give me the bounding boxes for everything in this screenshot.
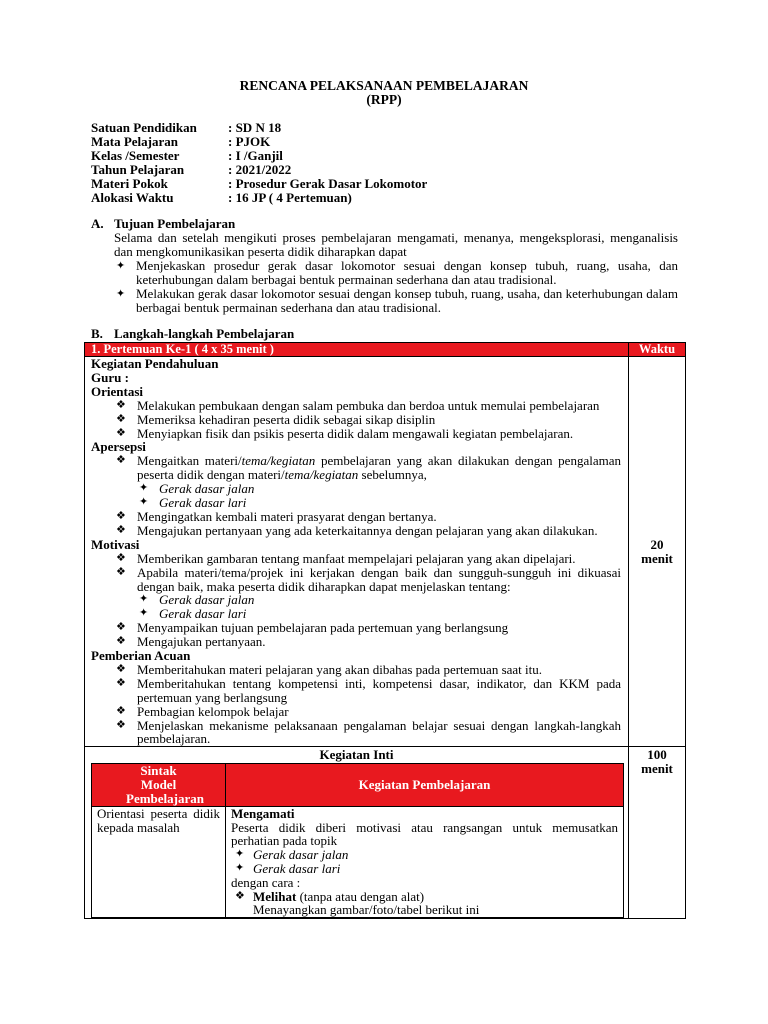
list-item xyxy=(91,621,622,635)
identity-label: Tahun Pelajaran xyxy=(91,162,185,177)
kegiatan-header: Kegiatan Pembelajaran xyxy=(226,764,624,806)
list-item xyxy=(231,890,618,904)
guru-label: Guru : xyxy=(91,369,129,385)
list-item-text: Menyiapkan fisik dan psikis peserta didik dalam mengawali kegiatan pembelajaran. xyxy=(137,425,574,441)
tujuan-item-text: Menjekaskan prosedur gerak dasar lokomotor sesuai dengan konsep tubuh, ruang, usaha, dan keterhubungan dalam berbagai bentuk permainan sederhana dan atau tradisional. xyxy=(136,258,678,287)
waktu-unit: menit xyxy=(641,761,673,777)
cross-bullet-icon: ✦ xyxy=(139,496,149,509)
list-item-text: Mengingatkan kembali materi prasyarat dengan bertanya. xyxy=(137,508,437,524)
diamond-bullet-icon: ❖ xyxy=(116,704,126,717)
list-item-text: Mengajukan pertanyaan yang ada keterkaitannya dengan pelajaran yang akan dilakukan. xyxy=(137,522,598,538)
inti-waktu-cell xyxy=(629,747,686,919)
text-run-italic: tema/kegiatan xyxy=(284,467,359,483)
sub-item xyxy=(91,482,622,496)
identity-label: Materi Pokok xyxy=(91,176,168,191)
identity-value: : PJOK xyxy=(228,134,271,149)
tujuan-item-text: Melakukan gerak dasar lokomotor sesuai dengan konsep tubuh, ruang, usaha, dan keterhubungan dalam berbagai bentuk permainan sederhana dan atau tradisional. xyxy=(136,286,678,315)
tujuan-item xyxy=(114,259,678,287)
text-run-italic: tema/kegiatan xyxy=(241,453,316,469)
section-title: Tujuan Pembelajaran xyxy=(114,216,236,231)
identity-value: : SD N 18 xyxy=(228,120,282,135)
sub-item-text: Gerak dasar lari xyxy=(159,606,247,622)
cross-bullet-icon: ✦ xyxy=(235,848,245,861)
waktu-header: Waktu xyxy=(629,343,686,357)
text-run: pembelajaran yang akan dilakukan dengan pengalaman peserta didik dengan materi/ xyxy=(137,453,621,483)
list-item xyxy=(91,454,622,482)
list-item xyxy=(91,566,622,594)
identity-row xyxy=(91,135,427,149)
diamond-bullet-icon: ❖ xyxy=(116,523,126,536)
identity-row xyxy=(91,163,427,177)
section-title: Langkah-langkah Pembelajaran xyxy=(114,326,295,341)
list-item xyxy=(91,413,622,427)
list-item xyxy=(91,552,622,566)
table-header-row xyxy=(85,343,686,357)
inti-row xyxy=(85,747,686,919)
langkah-table-wrap xyxy=(84,342,685,919)
diamond-bullet-icon: ❖ xyxy=(235,889,245,902)
sub-item-text: Gerak dasar jalan xyxy=(159,481,255,497)
list-item xyxy=(91,719,622,747)
melihat-label: Melihat xyxy=(253,888,297,904)
identity-value: : Prosedur Gerak Dasar Lokomotor xyxy=(228,176,428,191)
kegiatan-last-text: Menayangkan gambar/foto/tabel berikut ini xyxy=(253,902,480,918)
waktu-unit: menit xyxy=(641,550,673,566)
diamond-bullet-icon: ❖ xyxy=(116,398,126,411)
orientasi-heading: Orientasi xyxy=(91,383,143,399)
list-item xyxy=(91,663,622,677)
motivasi-heading: Motivasi xyxy=(91,536,140,552)
cross-bullet-icon: ✦ xyxy=(139,607,149,620)
identity-label: Alokasi Waktu xyxy=(91,190,174,205)
list-item-text: Memberikan gambaran tentang manfaat mempelajari pelajaran yang akan dipelajari. xyxy=(137,550,576,566)
tujuan-item xyxy=(114,287,678,315)
list-item-text: Menjelaskan mekanisme pelaksanaan pengalaman belajar sesuai dengan langkah-langkah pembelajaran. xyxy=(137,717,621,747)
identity-label: Satuan Pendidikan xyxy=(91,120,197,135)
pendahuluan-title: Kegiatan Pendahuluan xyxy=(91,356,219,371)
diamond-bullet-icon: ❖ xyxy=(116,621,126,634)
identity-value: : 2021/2022 xyxy=(228,162,292,177)
list-item-text: Pembagian kelompok belajar xyxy=(137,703,289,719)
diamond-bullet-icon: ❖ xyxy=(116,676,126,689)
list-item xyxy=(91,510,622,524)
list-item-text: Mengajukan pertanyaan. xyxy=(137,634,266,650)
sintak-cell: Orientasi peserta didik kepada masalah xyxy=(92,806,226,917)
diamond-bullet-icon: ❖ xyxy=(116,509,126,522)
inti-header-row xyxy=(92,764,624,806)
sub-item-text: Gerak dasar lari xyxy=(159,495,247,511)
text-run: Mengaitkan materi/ xyxy=(137,453,242,469)
identity-value: : I /Ganjil xyxy=(228,148,283,163)
cross-bullet-icon: ✦ xyxy=(139,482,149,495)
list-item-text: Memberitahukan materi pelajaran yang akan dibahas pada pertemuan saat itu. xyxy=(137,661,542,677)
diamond-bullet-icon: ❖ xyxy=(116,718,126,731)
list-item-text: Memeriksa kehadiran peserta didik sebagai sikap disiplin xyxy=(137,411,436,427)
diamond-bullet-icon: ❖ xyxy=(116,412,126,425)
diamond-bullet-icon: ❖ xyxy=(116,662,126,675)
melihat-text: (tanpa atau dengan alat) xyxy=(296,888,425,904)
apersepsi-heading: Apersepsi xyxy=(91,439,146,455)
identity-label: Kelas /Semester xyxy=(91,148,180,163)
pendahuluan-waktu-cell xyxy=(629,357,686,747)
pertemuan-header: 1. Pertemuan Ke-1 ( 4 x 35 menit ) xyxy=(85,343,629,357)
waktu-value: 20 xyxy=(650,536,664,552)
identity-row xyxy=(91,191,427,205)
list-item-text: Menyampaikan tujuan pembelajaran pada pertemuan yang berlangsung xyxy=(137,620,509,636)
diamond-bullet-icon: ❖ xyxy=(116,454,126,467)
pendahuluan-row xyxy=(85,357,686,747)
pendahuluan-cell xyxy=(85,357,629,747)
cross-bullet-icon: ✦ xyxy=(116,260,126,272)
cross-bullet-icon: ✦ xyxy=(235,861,245,874)
sintak-header: Sintak Model Pembelajaran xyxy=(92,764,226,806)
sub-item-text: Gerak dasar lari xyxy=(253,860,341,876)
sub-item xyxy=(231,862,618,876)
text-run: sebelumnya, xyxy=(358,467,427,483)
list-item xyxy=(91,677,622,705)
diamond-bullet-icon: ❖ xyxy=(116,565,126,578)
identity-block xyxy=(91,121,427,205)
list-item-text: Melakukan pembukaan dengan salam pembuka dan berdoa untuk memulai pembelajaran xyxy=(137,397,600,413)
sub-item-text: Gerak dasar jalan xyxy=(159,592,255,608)
list-item xyxy=(91,399,622,413)
document-title: RENCANA PELAKSANAAN PEMBELAJARAN xyxy=(239,78,529,93)
waktu-value: 100 xyxy=(647,747,667,763)
diamond-bullet-icon: ❖ xyxy=(116,551,126,564)
kegiatan-cell xyxy=(226,806,624,917)
sub-item xyxy=(91,496,622,510)
section-number: A. xyxy=(91,216,104,231)
dengan-cara-text: dengan cara : xyxy=(231,874,301,890)
section-number: B. xyxy=(91,326,103,341)
identity-value: : 16 JP ( 4 Pertemuan) xyxy=(228,190,352,205)
inti-title: Kegiatan Inti xyxy=(319,747,394,763)
list-item xyxy=(91,524,622,538)
list-item-text: Apabila materi/tema/projek ini kerjakan dengan baik dan sungguh-sungguh ini dikuasai dengan baik, maka peserta didik diharapkan dapat menjelaskan tentang: xyxy=(137,564,621,594)
identity-label: Mata Pelajaran xyxy=(91,134,179,149)
inti-table xyxy=(91,763,624,918)
langkah-table xyxy=(84,342,686,919)
inti-cell xyxy=(85,747,629,919)
cross-bullet-icon: ✦ xyxy=(139,593,149,606)
tujuan-intro: Selama dan setelah mengikuti proses pembelajaran mengamati, menanya, mengeksplorasi, menganalisis dan mengkomunikasikan peserta didik diharapkan dapat xyxy=(114,230,678,259)
identity-row xyxy=(91,149,427,163)
sub-item xyxy=(231,848,618,862)
identity-row xyxy=(91,177,427,191)
sub-item xyxy=(91,607,622,621)
list-item-text: Memberitahukan tentang kompetensi inti, kompetensi dasar, indikator, dan KKM pada pertemuan yang berlangsung xyxy=(137,675,621,705)
diamond-bullet-icon: ❖ xyxy=(116,426,126,439)
kegiatan-text: Peserta didik diberi motivasi atau rangsangan untuk memusatkan perhatian pada topik xyxy=(231,819,618,849)
tujuan-block xyxy=(114,231,678,315)
section-b-heading xyxy=(91,326,294,342)
list-item xyxy=(91,635,622,649)
sub-item xyxy=(91,593,622,607)
document-subtitle: (RPP) xyxy=(366,92,402,107)
table-row xyxy=(92,806,624,917)
list-item xyxy=(91,705,622,719)
identity-row xyxy=(91,121,427,135)
cross-bullet-icon: ✦ xyxy=(116,288,126,300)
sub-item-text: Gerak dasar jalan xyxy=(253,847,349,863)
diamond-bullet-icon: ❖ xyxy=(116,635,126,648)
acuan-heading: Pemberian Acuan xyxy=(91,648,191,664)
mengamati-heading: Mengamati xyxy=(231,805,295,821)
list-item xyxy=(91,427,622,441)
